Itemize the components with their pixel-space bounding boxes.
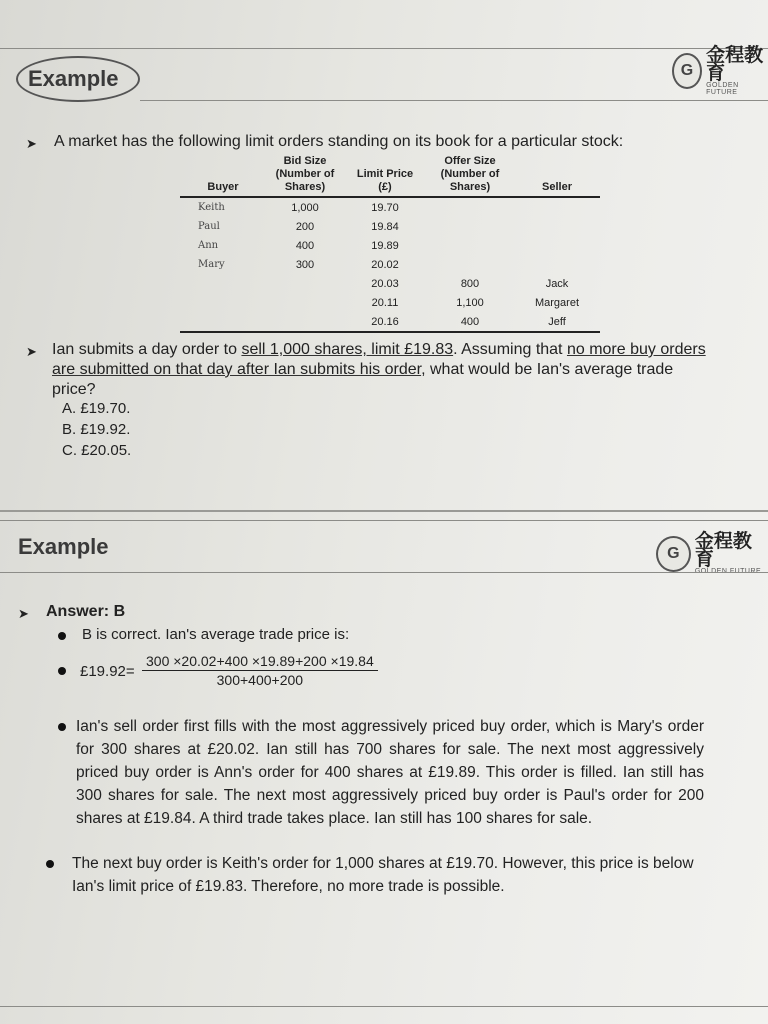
cell-offer [426,255,514,274]
table-row [180,197,600,217]
cell-offer [426,197,514,217]
header-bid: Bid Size (Number of Shares) [266,155,344,197]
logo-cn: 金程教育 [694,530,752,570]
slide-title: Example [28,66,119,91]
option-a: A. £19.70. [62,400,131,417]
intro-text: A market has the following limit orders standing on its book for a particular stock: [54,133,624,150]
cell-bid: 200 [295,220,315,233]
table-row [180,293,600,312]
table-row [180,217,600,236]
slide-title: Example [18,534,109,559]
slide-example-answer [0,512,768,1024]
answer-b4: The next buy order is Keith's order for 1,000 shares at £19.70. However, this price is below Ian's limit price of £19.83. Therefore, no more trade is possible. [72,855,694,895]
cell-price: 19.84 [371,220,399,233]
cell-buyer: Ann [198,240,219,251]
cell-buyer: Mary [198,259,225,270]
table-row [180,236,600,255]
cell-offer: 800 [460,277,480,290]
cell-bid [266,274,344,293]
cell-buyer: Keith [198,202,225,213]
header-seller: Seller [514,155,600,197]
cell-bid: 400 [295,239,315,252]
question-part5: , what would be Ian's average trade price? [52,361,674,398]
option-c: C. £20.05. [62,442,132,459]
formula-numerator: 300 ×20.02+400 ×19.89+200 ×19.84 [142,653,378,671]
cell-price: 20.02 [371,258,399,271]
logo [656,532,768,575]
question-part4: no more buy orders are submitted on that day after Ian submits his order [52,341,706,378]
bullet-dot-icon [58,667,66,675]
cell-bid [266,312,344,332]
cell-seller [514,197,600,217]
table-row [180,312,600,332]
cell-price: 20.03 [371,277,399,290]
formula-lhs: £19.92= [80,663,135,680]
answer-b1: B is correct. Ian's average trade price is: [82,626,350,643]
bullet-dot-icon [58,632,66,640]
bottom-rule [0,1006,768,1007]
logo-en: GOLDEN FUTURE [706,82,739,96]
cell-seller [514,217,600,236]
cell-price: 20.16 [344,312,426,332]
cell-buyer [180,274,266,293]
bullet-dot-icon [58,723,66,731]
header-price: Limit Price (£) [344,155,426,197]
arrow-bullet-icon: ➤ [26,344,37,359]
answer-b3: Ian's sell order first fills with the most aggressively priced buy order, which is Mary's order for 300 shares at £20.02. Ian still has 700 shares for sale. The next most aggressively priced buy order is Ann's order for 400 shares at £19.89. This order is filled. Ian still has 300 shares for sale. The next most aggressively priced buy order is Paul's order for 200 shares at £19.84. A third trade takes place. Ian still has 100 shares for sale. [76,718,704,827]
cell-buyer: Paul [198,221,220,232]
question-text [52,340,707,400]
cell-buyer [180,312,266,332]
logo-cn: 金程教育 [706,44,764,84]
logo [672,46,768,96]
logo-emblem-icon: G [672,53,702,89]
cell-bid [266,293,344,312]
logo-emblem-icon: G [656,536,691,572]
cell-price: 19.70 [371,201,399,214]
arrow-bullet-icon: ➤ [26,136,37,151]
cell-price: 20.11 [371,296,399,309]
table-row [180,255,600,274]
slide-example-question [0,0,768,500]
cell-seller [514,255,600,274]
question-part1: Ian submits a day order to [52,341,242,358]
cell-buyer [180,293,266,312]
cell-seller: Jeff [514,312,600,332]
cell-seller: Margaret [534,296,580,309]
header-buyer: Buyer [180,155,266,197]
question-part2: sell 1,000 shares, limit £19.83 [241,341,454,358]
limit-order-table [180,155,600,333]
formula-denominator: 300+400+200 [216,672,304,688]
cell-offer: 1,100 [456,296,484,309]
title-rule [0,572,768,573]
arrow-bullet-icon: ➤ [18,606,29,621]
cell-bid: 300 [295,258,315,271]
top-rule [0,48,768,49]
title-rule [140,100,768,101]
header-offer: Offer Size (Number of Shares) [426,155,514,197]
cell-seller [514,236,600,255]
question-part3: . Assuming that [453,341,567,358]
top-rule [0,520,768,521]
cell-price: 19.89 [371,239,399,252]
bullet-dot-icon [46,860,54,868]
cell-offer: 400 [426,312,514,332]
table-row [180,274,600,293]
formula-fraction [142,653,378,688]
cell-offer [426,217,514,236]
cell-bid: 1,000 [291,201,319,214]
cell-offer [426,236,514,255]
cell-seller: Jack [545,277,569,290]
answer-label: Answer: B [46,603,126,620]
option-b: B. £19.92. [62,421,131,438]
